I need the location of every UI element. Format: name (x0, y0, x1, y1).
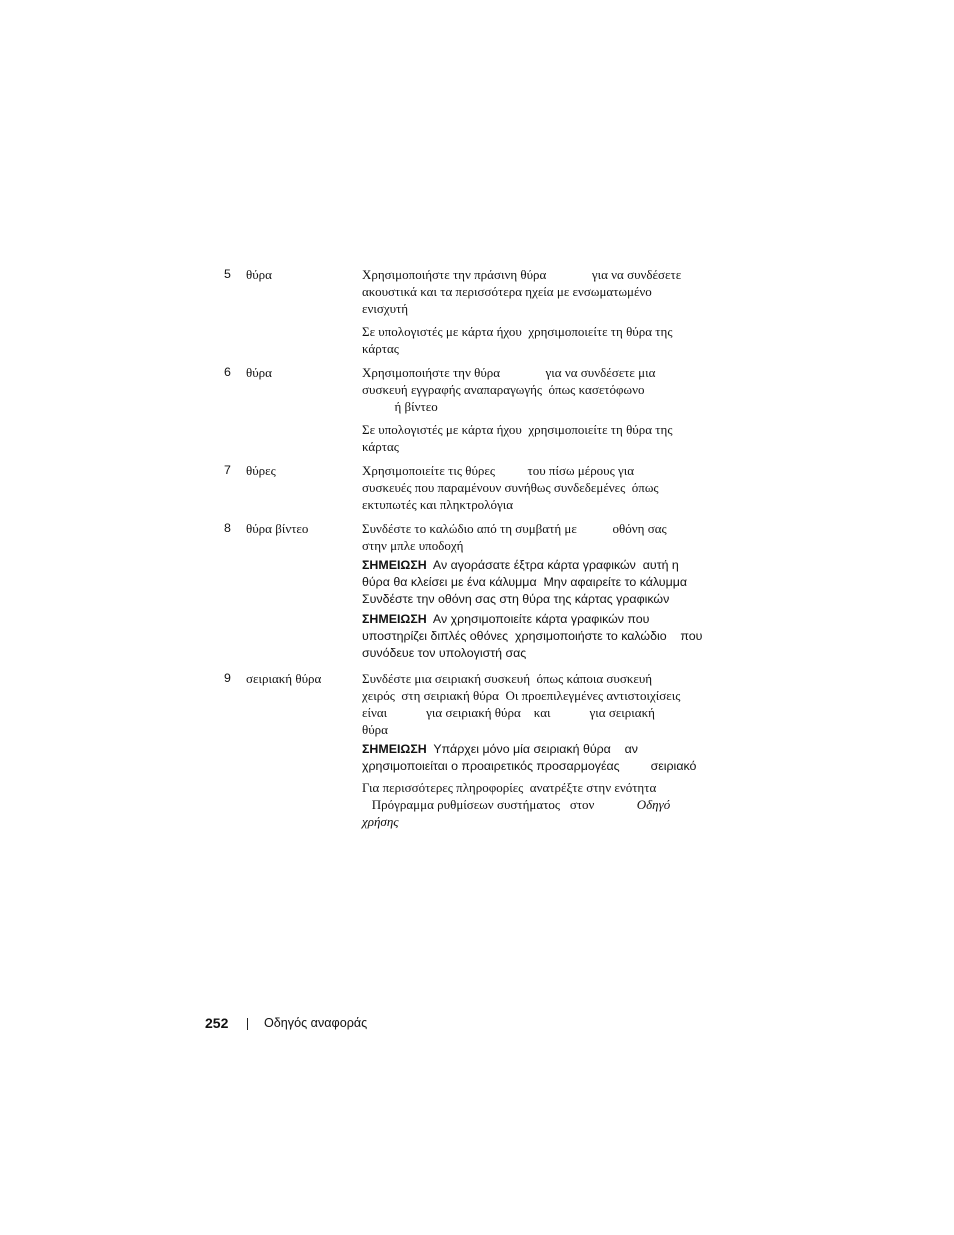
item-term: θύρα (246, 365, 272, 380)
note-text: Υπάρχει μόνο μία σειριακή θύρα αν (426, 742, 638, 756)
note-text: Αν χρησιμοποιείτε κάρτα γραφικών που (426, 612, 650, 626)
item-term: θύρα (246, 267, 272, 282)
item-description (362, 266, 712, 363)
text-line: Χρησιμοποιείτε τις θύρες του πίσω μέρους για (362, 463, 635, 478)
item-term: θύρα βίντεο (246, 521, 309, 536)
item-number: 6 (224, 365, 231, 379)
description-paragraph (362, 421, 712, 455)
text-line: εκτυπωτές και πληκτρολόγια (362, 497, 514, 512)
closing-text: Πρόγραμμα ρυθμίσεων συστήματος στον (362, 797, 637, 812)
description-paragraph (362, 364, 712, 415)
closing-paragraph (362, 779, 712, 830)
note-label: ΣΗΜΕΙΩΣΗ (362, 558, 427, 572)
text-line (362, 741, 712, 758)
text-line: στην μπλε υποδοχή (362, 538, 464, 553)
item-description (362, 462, 712, 519)
text-line (362, 557, 712, 574)
item-number: 5 (224, 267, 231, 281)
guide-reference-continued: χρήσης (362, 814, 399, 829)
text-line: συσκευές που παραμένουν συνήθως συνδεδεμένες όπως (362, 480, 659, 495)
item-description (362, 670, 712, 836)
note (362, 741, 712, 775)
text-line: κάρτας (362, 341, 399, 356)
text-line: θύρα (362, 722, 388, 737)
text-line: ακουστικά και τα περισσότερα ηχεία με ενσωματωμένο (362, 284, 652, 299)
page-number: 252 (205, 1015, 229, 1031)
text-line: υποστηρίζει διπλές οθόνες χρησιμοποιήστε το καλώδιο που (362, 629, 703, 643)
text-line (362, 611, 712, 628)
text-line: χειρός στη σειριακή θύρα Οι προεπιλεγμένες αντιστοιχίσεις (362, 688, 681, 703)
text-line: Χρησιμοποιήστε την θύρα για να συνδέσετε μια (362, 365, 656, 380)
note-text: Αν αγοράσατε έξτρα κάρτα γραφικών αυτή η (426, 558, 679, 572)
text-line: συσκευή εγγραφής αναπαραγωγής όπως κασετόφωνο (362, 382, 645, 397)
text-line: ενισχυτή (362, 301, 409, 316)
description-paragraph (362, 323, 712, 357)
text-line: χρησιμοποιείται ο προαιρετικός προσαρμογέας σειριακό (362, 759, 697, 773)
text-line: Σε υπολογιστές με κάρτα ήχου χρησιμοποιείτε τη θύρα της (362, 324, 673, 339)
guide-reference: Οδηγό (636, 797, 671, 812)
item-number: 7 (224, 463, 231, 477)
item-term: θύρες (246, 463, 276, 478)
footer-title: Οδηγός αναφοράς (264, 1016, 368, 1030)
description-paragraph (362, 266, 712, 317)
item-description (362, 520, 712, 668)
text-line: Συνδέστε την οθόνη σας στη θύρα της κάρτας γραφικών (362, 592, 670, 606)
text-line: ή βίντεο (362, 399, 438, 414)
text-line: Για περισσότερες πληροφορίες ανατρέξτε στην ενότητα (362, 780, 657, 795)
text-line: συνόδευε τον υπολογιστή σας (362, 646, 527, 660)
note (362, 557, 712, 608)
text-line: Σε υπολογιστές με κάρτα ήχου χρησιμοποιείτε τη θύρα της (362, 422, 673, 437)
text-line (362, 796, 712, 813)
description-paragraph (362, 520, 712, 554)
item-number: 9 (224, 671, 231, 685)
item-description (362, 364, 712, 461)
item-term: σειριακή θύρα (246, 671, 322, 686)
note (362, 611, 712, 662)
text-line: Συνδέστε μια σειριακή συσκευή όπως κάποια συσκευή (362, 671, 653, 686)
text-line: Χρησιμοποιήστε την πράσινη θύρα για να συνδέσετε (362, 267, 682, 282)
text-line: θύρα θα κλείσει με ένα κάλυμμα Μην αφαιρείτε το κάλυμμα (362, 575, 688, 589)
note-label: ΣΗΜΕΙΩΣΗ (362, 742, 427, 756)
text-line: κάρτας (362, 439, 399, 454)
description-paragraph (362, 670, 712, 738)
item-number: 8 (224, 521, 231, 535)
text-line: είναι για σειριακή θύρα και για σειριακή (362, 705, 655, 720)
description-paragraph (362, 462, 712, 513)
footer-divider (247, 1018, 248, 1030)
text-line: Συνδέστε το καλώδιο από τη συμβατή με οθόνη σας (362, 521, 667, 536)
note-label: ΣΗΜΕΙΩΣΗ (362, 612, 427, 626)
